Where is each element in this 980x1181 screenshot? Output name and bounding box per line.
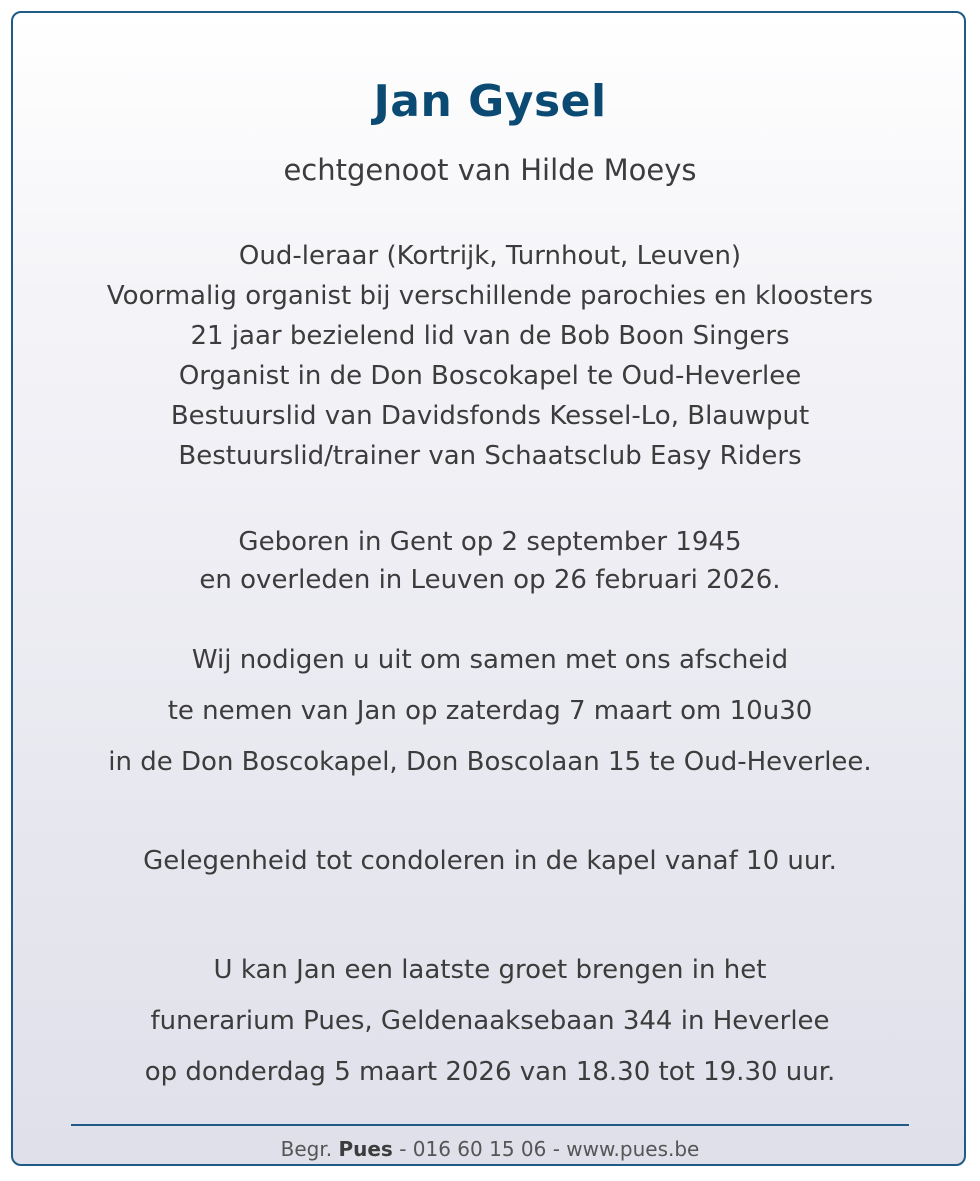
visitation-line: op donderdag 5 maart 2026 van 18.30 tot 19.30 uur. <box>144 1057 836 1087</box>
death-line: en overleden in Leuven op 26 februari 2026. <box>199 565 781 595</box>
condolence-note: Gelegenheid tot condoleren in de kapel vanaf 10 uur. <box>143 846 837 876</box>
life-dates <box>0 523 980 599</box>
career-item: Voormalig organist bij verschillende parochies en kloosters <box>106 281 874 311</box>
invitation-line: Wij nodigen u uit om samen met ons afscheid <box>191 645 789 675</box>
career-item: Bestuurslid van Davidsfonds Kessel-Lo, Blauwput <box>170 401 810 431</box>
career-item: Oud-leraar (Kortrijk, Turnhout, Leuven) <box>238 241 742 271</box>
birth-line: Geboren in Gent op 2 september 1945 <box>238 527 742 557</box>
career-list <box>0 236 980 476</box>
visitation-line: funerarium Pues, Geldenaaksebaan 344 in Heverlee <box>150 1006 830 1036</box>
funeral-invitation <box>0 635 980 788</box>
career-item: Organist in de Don Boscokapel te Oud-Heverlee <box>178 361 802 391</box>
career-item: Bestuurslid/trainer van Schaatsclub Easy Riders <box>178 441 802 471</box>
career-item: 21 jaar bezielend lid van de Bob Boon Singers <box>190 321 790 351</box>
funeral-home-name: Pues <box>338 1137 393 1161</box>
spouse-line: echtgenoot van Hilde Moeys <box>283 153 697 187</box>
visitation-info <box>0 945 980 1098</box>
footer-divider <box>71 1124 909 1126</box>
invitation-line: in de Don Boscokapel, Don Boscolaan 15 te Oud-Heverlee. <box>108 747 872 777</box>
footer-contact: - 016 60 15 06 - www.pues.be <box>392 1137 700 1161</box>
footer-prefix: Begr. <box>280 1137 339 1161</box>
invitation-line: te nemen van Jan op zaterdag 7 maart om 10u30 <box>167 696 813 726</box>
funeral-home-footer <box>0 1135 980 1163</box>
visitation-line: U kan Jan een laatste groet brengen in het <box>213 955 767 985</box>
deceased-name: Jan Gysel <box>373 76 607 127</box>
